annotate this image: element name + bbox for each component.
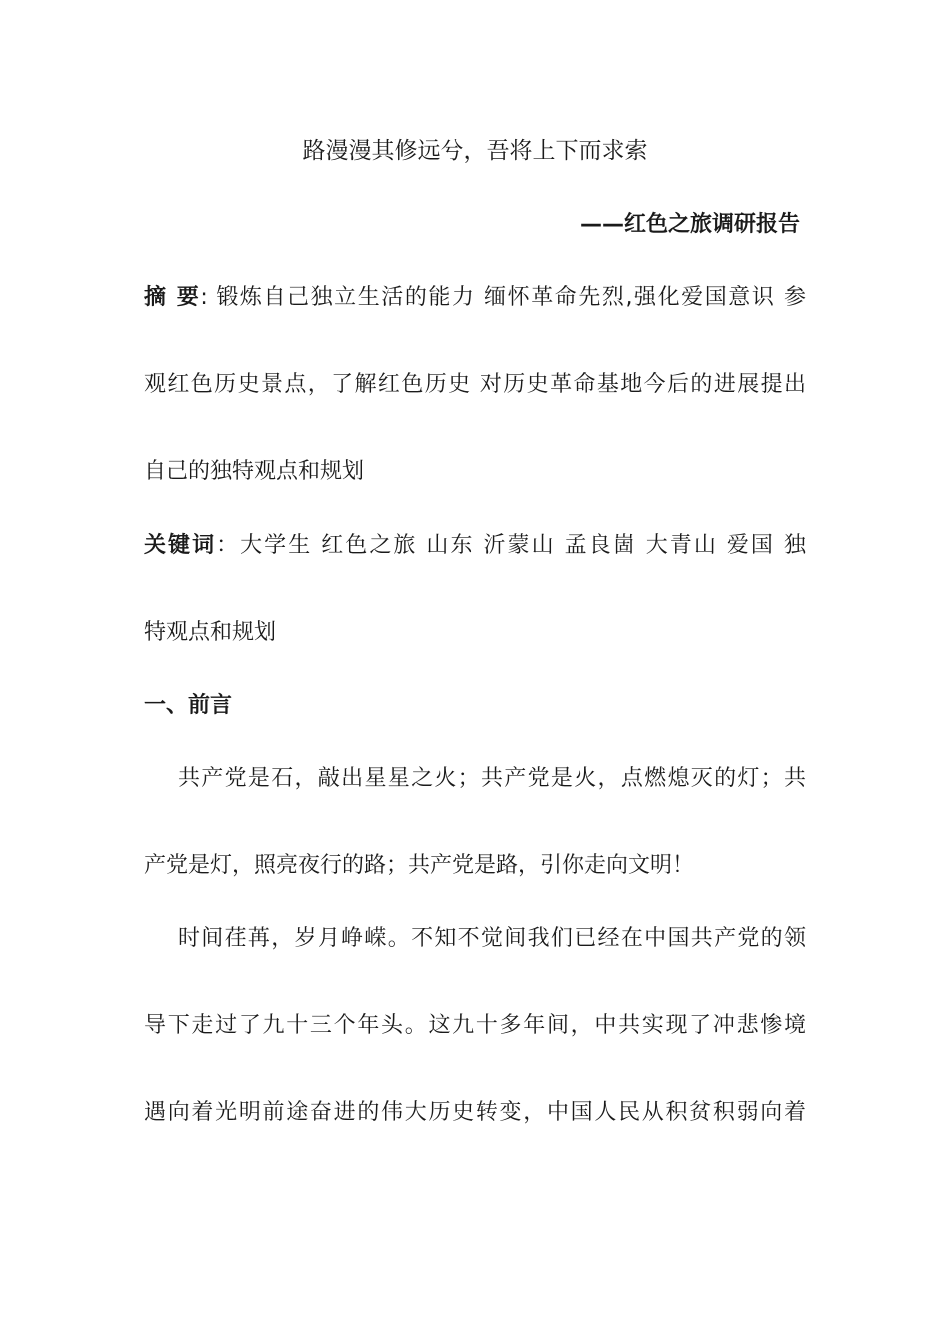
- abstract-line-2: 观红色历史景点，了解红色历史 对历史革命基地今后的进展提出: [144, 372, 806, 397]
- abstract-line-1: [144, 283, 806, 313]
- section-heading: 一、前言: [144, 693, 233, 718]
- abstract-text-1: : 锻炼自己独立生活的能力 缅怀革命先烈,强化爱国意识 参: [200, 285, 806, 310]
- paragraph-1-line-2: 产党是灯，照亮夜行的路；共产党是路，引你走向文明！: [144, 853, 695, 878]
- paragraph-1-line-1: 共产党是石，敲出星星之火；共产党是火，点燃熄灭的灯；共: [178, 766, 806, 791]
- abstract-label: 摘 要: [144, 285, 201, 310]
- paragraph-2-line-1: 时间荏苒，岁月峥嵘。不知不觉间我们已经在中国共产党的领: [178, 926, 806, 951]
- keywords-line-1: [144, 531, 806, 561]
- keywords-text-1: ：大学生 红色之旅 山东 沂蒙山 孟良崮 大青山 爱国 独: [216, 533, 806, 558]
- abstract-line-3: 自己的独特观点和规划: [144, 459, 365, 484]
- paragraph-2-line-2: 导下走过了九十三个年头。这九十多年间，中共实现了冲悲惨境: [144, 1013, 806, 1038]
- keywords-label: 关键词: [144, 533, 217, 558]
- document-title: 路漫漫其修远兮，吾将上下而求索: [302, 138, 648, 164]
- document-subtitle: ——红色之旅调研报告: [579, 212, 800, 237]
- keywords-line-2: 特观点和规划: [144, 620, 277, 645]
- paragraph-2-line-3: 遇向着光明前途奋进的伟大历史转变，中国人民从积贫积弱向着: [144, 1100, 806, 1125]
